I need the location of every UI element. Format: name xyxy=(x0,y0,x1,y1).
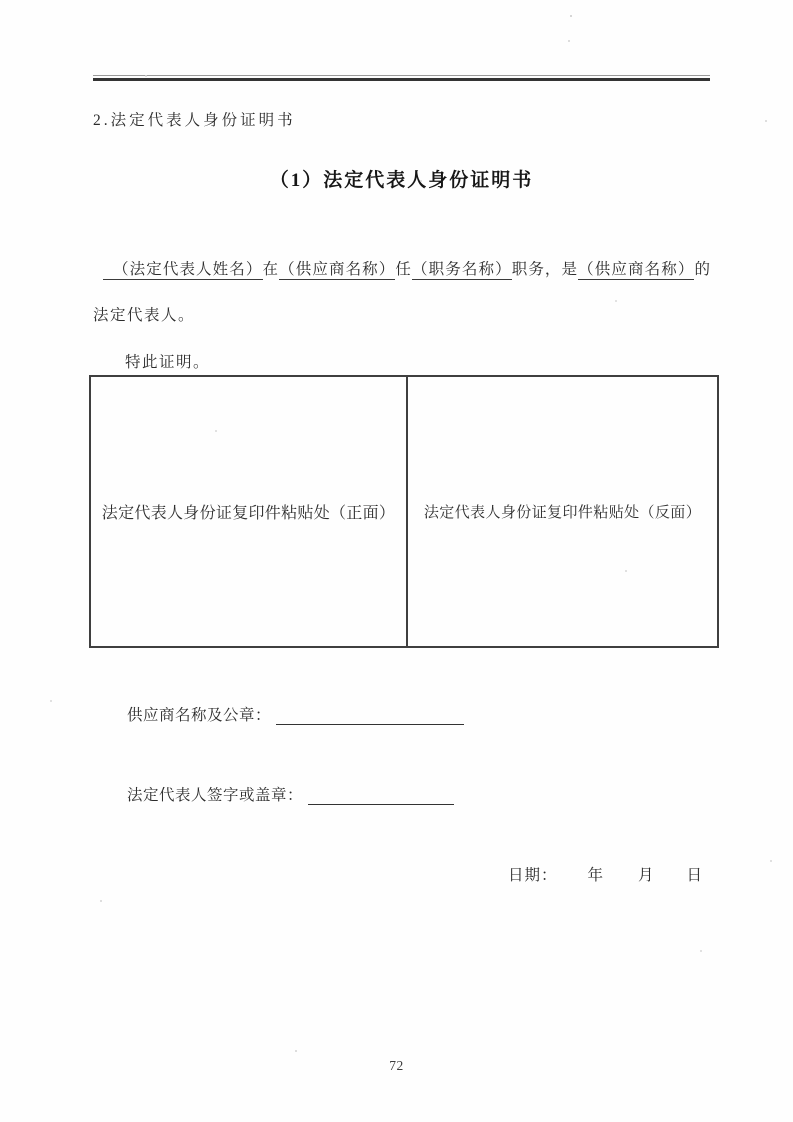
page-number: 72 xyxy=(389,1058,404,1073)
page-title: （1）法定代表人身份证明书 xyxy=(269,170,534,191)
legal-rep-signature-label: 法定代表人签字或盖章： xyxy=(127,787,304,804)
closing-statement: 特此证明。 xyxy=(125,354,211,371)
year-label: 年 xyxy=(587,867,605,884)
scan-noise-speckles xyxy=(570,15,572,17)
id-copy-paste-table xyxy=(89,375,719,648)
statement-line-2: 法定代表人。 xyxy=(93,307,196,324)
header-rule-thin xyxy=(93,75,710,76)
statement-line-1 xyxy=(103,257,710,279)
blank-position-title: （职务名称） xyxy=(412,261,512,278)
statement-text: 职务，是 xyxy=(511,261,579,278)
month-label: 月 xyxy=(638,867,655,884)
date-row xyxy=(508,863,703,885)
supplier-name-seal-row xyxy=(127,703,464,725)
statement-text: 在 xyxy=(262,261,280,278)
blank-legal-rep-name: （法定代表人姓名） xyxy=(103,261,263,280)
header-rule-thick xyxy=(93,78,710,81)
blank-supplier-name-2: （供应商名称） xyxy=(578,261,695,278)
supplier-name-seal-blank xyxy=(276,707,464,725)
id-front-paste-label: 法定代表人身份证复印件粘贴处（正面） xyxy=(101,505,396,522)
id-back-paste-label: 法定代表人身份证复印件粘贴处（反面） xyxy=(423,505,702,521)
legal-rep-signature-blank xyxy=(308,787,454,805)
statement-text: 的 xyxy=(694,261,710,278)
section-heading: 2.法定代表人身份证明书 xyxy=(93,112,296,129)
id-front-paste-box xyxy=(91,377,408,646)
date-label: 日期： xyxy=(508,867,558,884)
blank-supplier-name-1: （供应商名称） xyxy=(279,261,396,278)
legal-rep-signature-row xyxy=(127,783,454,805)
supplier-name-seal-label: 供应商名称及公章： xyxy=(127,707,272,724)
id-back-paste-box xyxy=(408,377,717,646)
statement-text: 任 xyxy=(395,261,413,278)
day-label: 日 xyxy=(686,867,704,884)
